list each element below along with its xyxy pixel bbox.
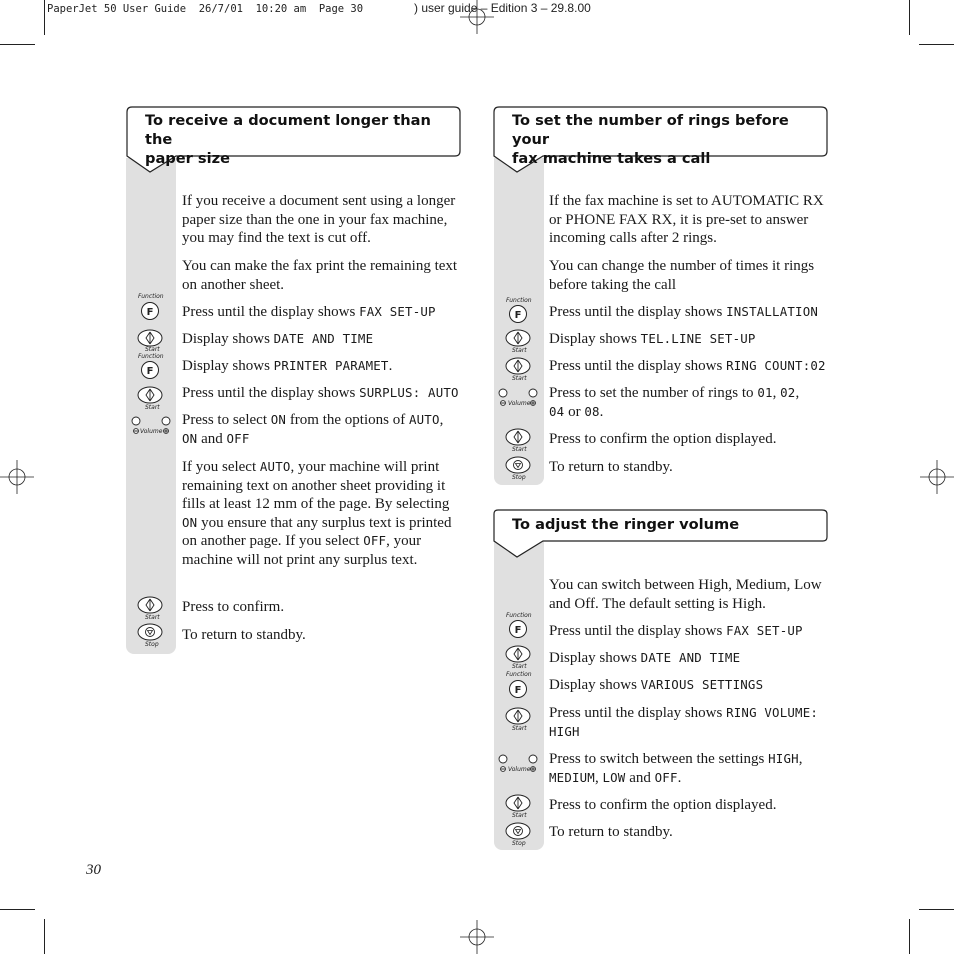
receive-step-4: Press until the display shows SURPLUS: AUTO (182, 385, 459, 401)
start-button[interactable] (505, 329, 531, 347)
rings-step-3: Press until the display shows RING COUNT:02 (549, 358, 826, 374)
stop-caption: Stop (145, 641, 159, 648)
heading-rings: To set the number of rings before your fax machine takes a call (512, 112, 789, 167)
receive-step-2: Display shows DATE AND TIME (182, 331, 374, 347)
volume-step-4: Press until the display shows RING VOLUME: HIGH (549, 705, 819, 739)
f-letter: F (146, 366, 154, 377)
start-caption: Start (145, 614, 160, 621)
edition-slug: ) user guide – Edition 3 – 29.8.00 (414, 1, 591, 15)
function-caption: Function (138, 353, 164, 360)
receive-intro-1: If you receive a document sent using a longer paper size than the one in your fax machine, you may find the text is cut off. (182, 193, 456, 247)
start-button[interactable] (137, 329, 163, 347)
f-letter: F (146, 307, 154, 318)
stop-button[interactable] (505, 456, 531, 474)
start-caption: Start (512, 812, 527, 819)
start-caption: Start (512, 375, 527, 382)
volume-step-1: Press until the display shows FAX SET-UP (549, 623, 803, 639)
receive-note: If you select AUTO, your machine will print remaining text on another sheet providing it fills at least 12 mm of the page. By selecting ON you ensure that any surplus text is printed on another page. If you select OFF, your machine will not print any surplus text. (182, 459, 452, 568)
heading-receive: To receive a document longer than the paper size (145, 112, 431, 167)
rings-intro-2: You can change the number of times it rings before taking the call (549, 258, 815, 293)
receive-step-3: Display shows PRINTER PARAMET. (182, 358, 393, 374)
receive-step-1: Press until the display shows FAX SET-UP (182, 304, 436, 320)
function-caption: Function (506, 671, 532, 678)
rings-intro-1: If the fax machine is set to AUTOMATIC RX or PHONE FAX RX, it is pre-set to answer incoming calls after 2 rings. (549, 193, 824, 247)
start-caption: Start (145, 404, 160, 411)
stop-button[interactable] (137, 623, 163, 641)
receive-intro-2: You can make the fax print the remaining text on another sheet. (182, 258, 458, 293)
start-caption: Start (512, 663, 527, 670)
stop-caption: Stop (512, 840, 526, 847)
start-button[interactable] (137, 596, 163, 614)
registration-mark-right (920, 460, 954, 494)
stop-button[interactable] (505, 822, 531, 840)
stop-caption: Stop (512, 474, 526, 481)
receive-step-5: Press to select ON from the options of AUTO, ON and OFF (182, 412, 444, 447)
function-button[interactable] (508, 679, 528, 699)
function-button[interactable] (140, 301, 160, 321)
registration-mark-left (0, 460, 34, 494)
rings-step-2: Display shows TEL.LINE SET-UP (549, 331, 756, 347)
page-number: 30 (86, 862, 101, 878)
f-letter: F (514, 310, 522, 321)
volume-caption: Volume (508, 766, 531, 773)
heading-volume: To adjust the ringer volume (512, 516, 740, 533)
start-caption: Start (512, 446, 527, 453)
start-button[interactable] (505, 357, 531, 375)
registration-mark-bottom (460, 920, 494, 954)
rings-standby: To return to standby. (549, 459, 673, 475)
start-button[interactable] (505, 428, 531, 446)
f-letter: F (514, 625, 522, 636)
function-caption: Function (138, 293, 164, 300)
function-button[interactable] (508, 304, 528, 324)
start-caption: Start (145, 346, 160, 353)
start-caption: Start (512, 725, 527, 732)
volume-caption: Volume (140, 428, 163, 435)
function-caption: Function (506, 297, 532, 304)
rings-confirm: Press to confirm the option displayed. (549, 431, 777, 447)
function-button[interactable] (140, 360, 160, 380)
start-button[interactable] (505, 794, 531, 812)
receive-confirm: Press to confirm. (182, 599, 285, 615)
volume-standby: To return to standby. (549, 824, 673, 840)
start-button[interactable] (505, 707, 531, 725)
volume-step-2: Display shows DATE AND TIME (549, 650, 741, 666)
print-slug: PaperJet 50 User Guide 26/7/01 10:20 am Page 30 (47, 3, 364, 15)
function-caption: Function (506, 612, 532, 619)
volume-step-3: Display shows VARIOUS SETTINGS (549, 677, 764, 693)
f-letter: F (514, 685, 522, 696)
rings-step-4: Press to set the number of rings to 01, 02, 04 or 08. (549, 385, 800, 420)
start-caption: Start (512, 347, 527, 354)
function-button[interactable] (508, 619, 528, 639)
rings-step-1: Press until the display shows INSTALLATION (549, 304, 819, 320)
volume-intro: You can switch between High, Medium, Low and Off. The default setting is High. (549, 577, 822, 612)
receive-standby: To return to standby. (182, 627, 306, 643)
start-button[interactable] (137, 386, 163, 404)
start-button[interactable] (505, 645, 531, 663)
volume-caption: Volume (508, 400, 531, 407)
registration-mark-top (460, 0, 494, 34)
volume-confirm: Press to confirm the option displayed. (549, 797, 777, 813)
volume-step-5: Press to switch between the settings HIGH, MEDIUM, LOW and OFF. (549, 751, 803, 786)
